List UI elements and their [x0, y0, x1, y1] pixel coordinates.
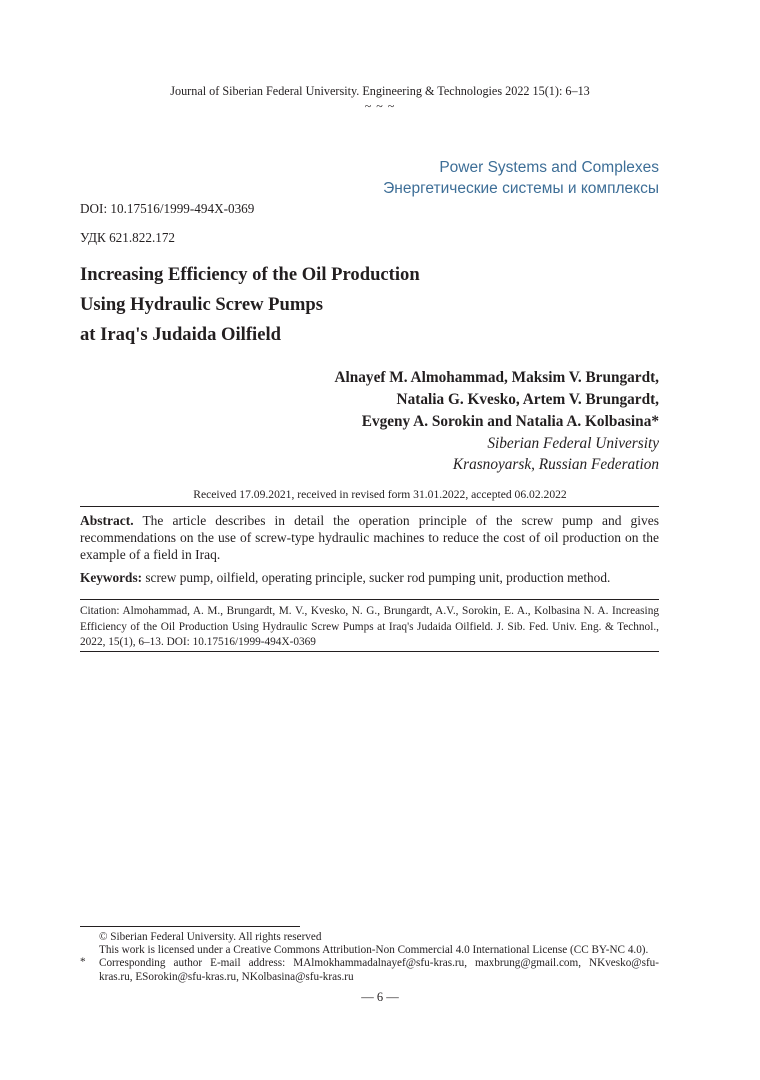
abstract [80, 512, 659, 563]
header-separator: ~ ~ ~ [364, 99, 396, 113]
authors-block [334, 367, 659, 475]
title-line-3: at Iraq's Judaida Oilfield [80, 324, 281, 345]
affiliation-2: Krasnoyarsk, Russian Federation [452, 456, 659, 473]
keywords [80, 570, 659, 586]
keywords-label: Keywords: [80, 570, 143, 585]
affiliation-1: Siberian Federal University [487, 435, 659, 452]
page-number: — 6 — [361, 990, 399, 1004]
citation: Citation: Almohammad, A. M., Brungardt, M. V., Kvesko, N. G., Brungardt, A.V., Sorokin, E. A., Kolbasina N. A. Increasing Efficiency of the Oil Production Using Hydraulic Screw Pumps at Iraq's Judaida Oilfield. J. Sib. Fed. Univ. Eng. & Technol., 2022, 15(1), 6–13. DOI: 10.17516/1999-494X-0369 [80, 605, 659, 648]
udk: УДК 621.822.172 [80, 230, 176, 245]
journal-header: Journal of Siberian Federal University. Engineering & Technologies 2022 15(1): 6–13 [170, 84, 590, 98]
section-title-ru: Энергетические системы и комплексы [383, 180, 659, 197]
authors-line-3: Evgeny A. Sorokin and Natalia A. Kolbasina* [361, 413, 659, 430]
rule-citation-bottom [80, 651, 659, 652]
license-note: This work is licensed under a Creative Commons Attribution-Non Commercial 4.0 International License (CC BY-NC 4.0). [99, 944, 649, 956]
rule-citation-top [80, 599, 659, 600]
keywords-text: screw pump, oilfield, operating principle, sucker rod pumping unit, production method. [145, 570, 611, 585]
authors-line-1: Alnayef M. Almohammad, Maksim V. Brungardt, [334, 369, 659, 386]
corresponding-author-note: Corresponding author E-mail address: MAlmokhammadalnayef@sfu-kras.ru, maxbrung@gmail.com, NKvesko@sfu-kras.ru, ESorokin@sfu-kras.ru, NKolbasina@sfu-kras.ru [99, 957, 659, 983]
received-dates: Received 17.09.2021, received in revised form 31.01.2022, accepted 06.02.2022 [193, 488, 567, 501]
doi: DOI: 10.17516/1999-494X-0369 [80, 201, 255, 216]
footnote-rule [80, 926, 300, 927]
abstract-text: The article describes in detail the operation principle of the screw pump and gives recommendations on the use of screw-type hydraulic machines to reduce the cost of oil production on the example of a field in Iraq. [80, 513, 659, 562]
title-line-2: Using Hydraulic Screw Pumps [80, 294, 323, 315]
authors-line-2: Natalia G. Kvesko, Artem V. Brungardt, [396, 391, 659, 408]
abstract-label: Abstract. [80, 513, 134, 528]
article-title [80, 263, 640, 353]
footnote-star: * [80, 956, 86, 968]
section-title-en: Power Systems and Complexes [439, 159, 659, 176]
rule-top [80, 506, 659, 507]
copyright-note: © Siberian Federal University. All rights reserved [99, 931, 322, 943]
title-line-1: Increasing Efficiency of the Oil Production [80, 264, 420, 285]
